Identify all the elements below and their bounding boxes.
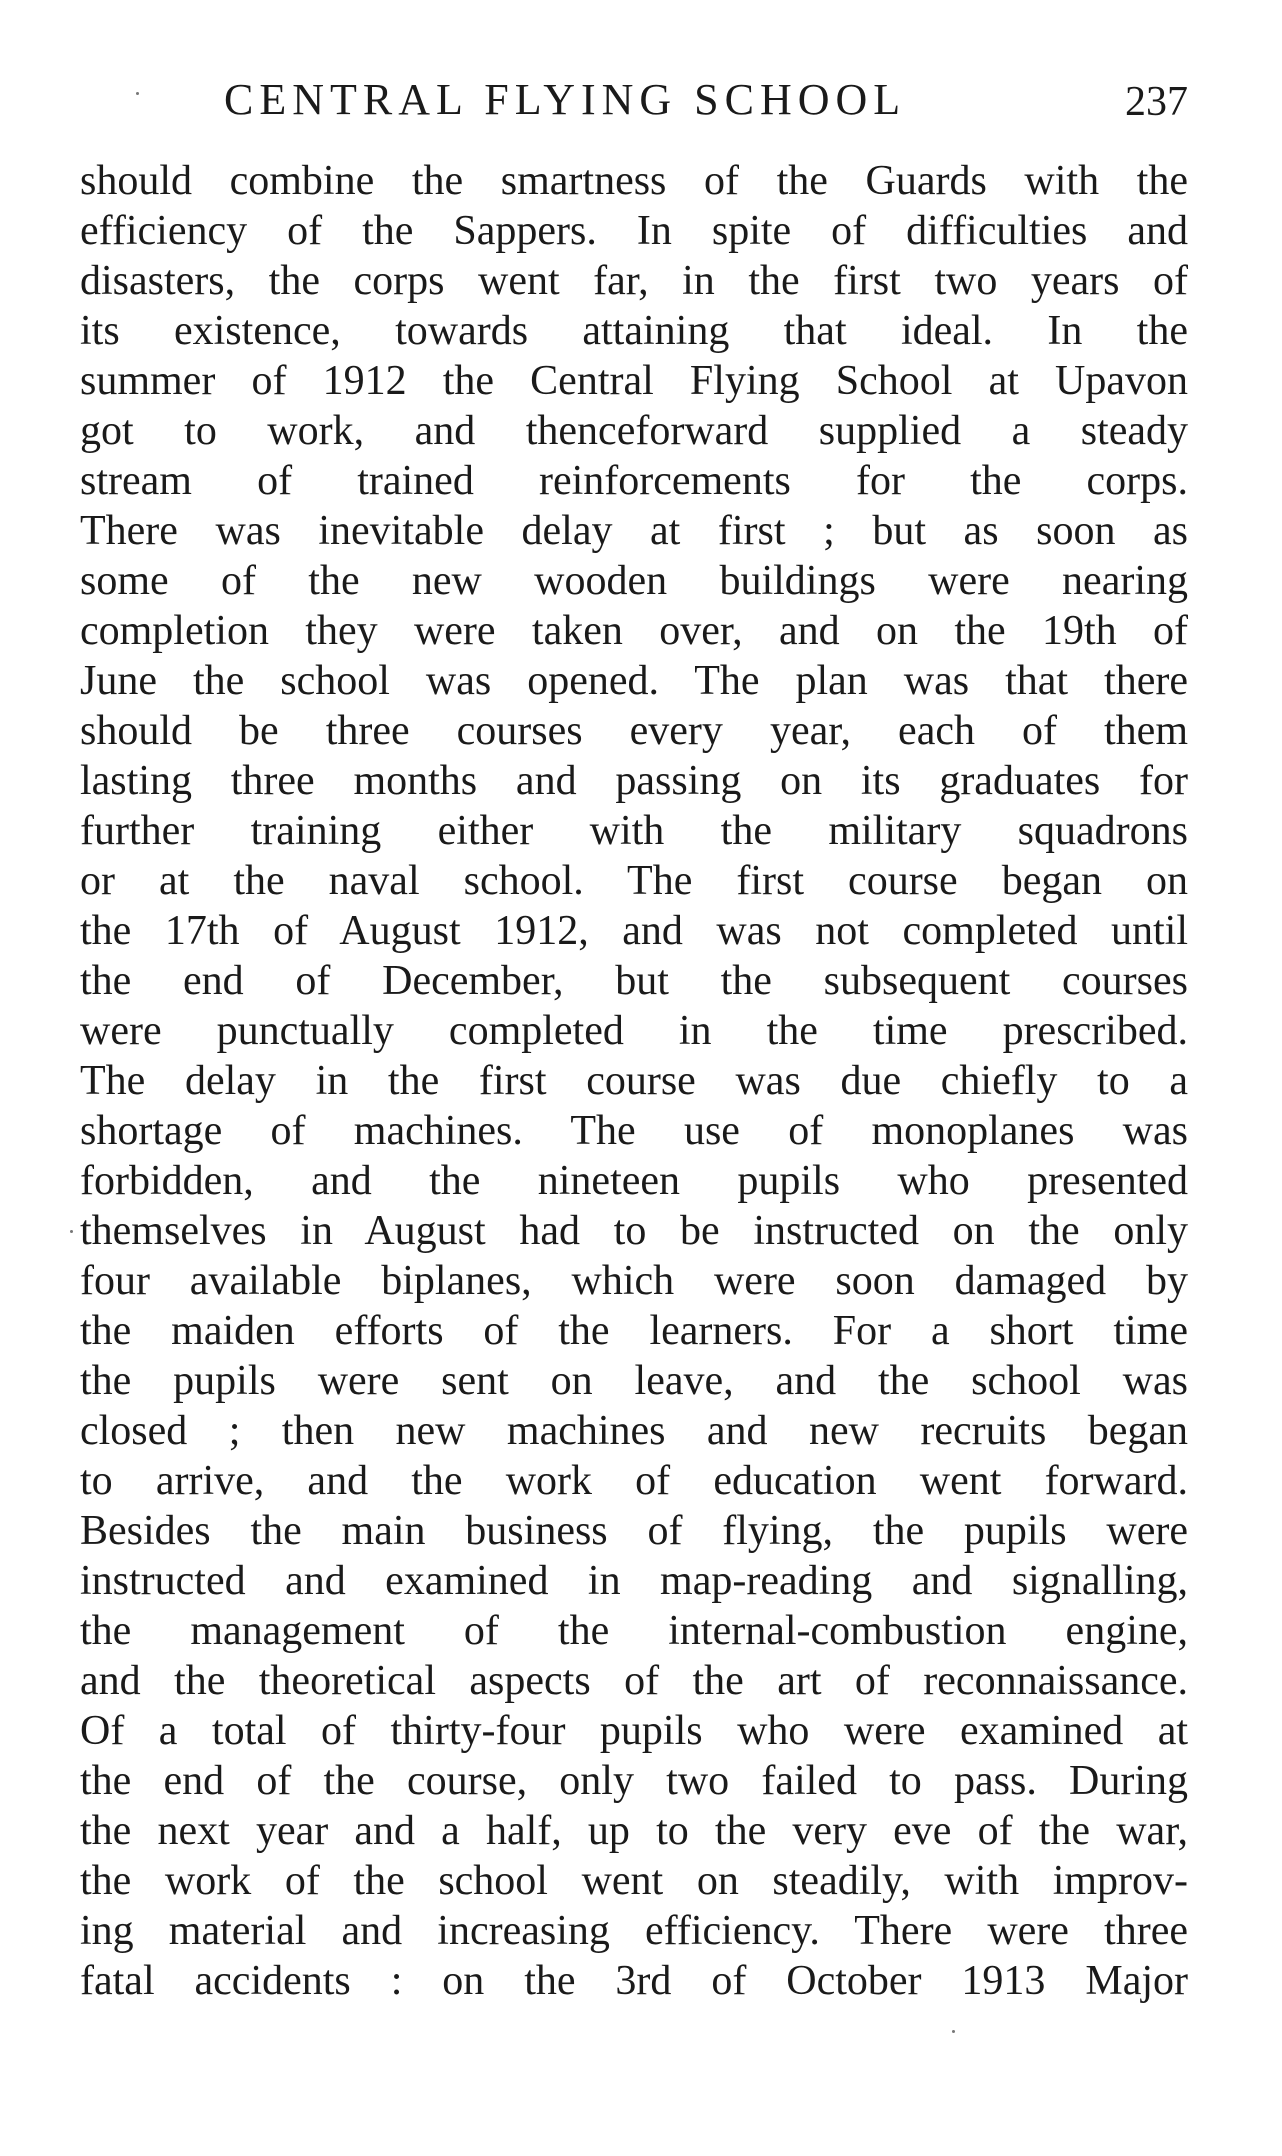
text-line: efficiency of the Sappers. In spite of difficulties and xyxy=(80,208,1188,254)
text-line: shortage of machines. The use of monoplanes was xyxy=(80,1108,1188,1154)
text-line: to arrive, and the work of education went forward. xyxy=(80,1458,1188,1504)
text-line: disasters, the corps went far, in the first two years of xyxy=(80,258,1188,304)
text-line: four available biplanes, which were soon damaged by xyxy=(80,1258,1188,1304)
text-line: The delay in the first course was due chiefly to a xyxy=(80,1058,1188,1104)
text-line: the next year and a half, up to the very eve of the war, xyxy=(80,1808,1188,1854)
text-line: themselves in August had to be instructed on the only xyxy=(80,1208,1188,1254)
text-line: the pupils were sent on leave, and the school was xyxy=(80,1358,1188,1404)
text-line: instructed and examined in map-reading and signalling, xyxy=(80,1558,1188,1604)
running-title: CENTRAL FLYING SCHOOL xyxy=(224,75,907,124)
text-line: its existence, towards attaining that ideal. In the xyxy=(80,308,1188,354)
body-text xyxy=(80,156,1188,2006)
text-line: or at the naval school. The first course began on xyxy=(80,858,1188,904)
text-line: summer of 1912 the Central Flying School at Upavon xyxy=(80,358,1188,404)
text-line: stream of trained reinforcements for the corps. xyxy=(80,458,1188,504)
text-line: some of the new wooden buildings were nearing xyxy=(80,558,1188,604)
text-line: Besides the main business of flying, the pupils were xyxy=(80,1508,1188,1554)
text-line: the management of the internal-combustion engine, xyxy=(80,1608,1188,1654)
text-line: ing material and increasing efficiency. There were three xyxy=(80,1908,1188,1954)
paper-speck xyxy=(952,2030,955,2033)
text-line: There was inevitable delay at first ; but as soon as xyxy=(80,508,1188,554)
text-line: were punctually completed in the time prescribed. xyxy=(80,1008,1188,1054)
running-head xyxy=(80,70,1188,130)
text-line: the end of December, but the subsequent courses xyxy=(80,958,1188,1004)
text-line: June the school was opened. The plan was that there xyxy=(80,658,1188,704)
text-line: the maiden efforts of the learners. For a short time xyxy=(80,1308,1188,1354)
paper-speck xyxy=(136,92,139,95)
text-line: should combine the smartness of the Guards with the xyxy=(80,158,1188,204)
text-line: fatal accidents : on the 3rd of October 1913 Major xyxy=(80,1958,1188,2004)
page-number: 237 xyxy=(1125,79,1188,125)
text-line: the work of the school went on steadily, with improv- xyxy=(80,1858,1188,1904)
text-line: Of a total of thirty-four pupils who were examined at xyxy=(80,1708,1188,1754)
text-line: lasting three months and passing on its graduates for xyxy=(80,758,1188,804)
text-line: got to work, and thenceforward supplied a steady xyxy=(80,408,1188,454)
text-line: should be three courses every year, each of them xyxy=(80,708,1188,754)
text-line: completion they were taken over, and on the 19th of xyxy=(80,608,1188,654)
paper-speck xyxy=(70,1230,73,1233)
text-line: further training either with the military squadrons xyxy=(80,808,1188,854)
text-line: and the theoretical aspects of the art of reconnaissance. xyxy=(80,1658,1188,1704)
text-line: closed ; then new machines and new recruits began xyxy=(80,1408,1188,1454)
text-line: the end of the course, only two failed to pass. During xyxy=(80,1758,1188,1804)
text-line: forbidden, and the nineteen pupils who presented xyxy=(80,1158,1188,1204)
text-line: the 17th of August 1912, and was not completed until xyxy=(80,908,1188,954)
